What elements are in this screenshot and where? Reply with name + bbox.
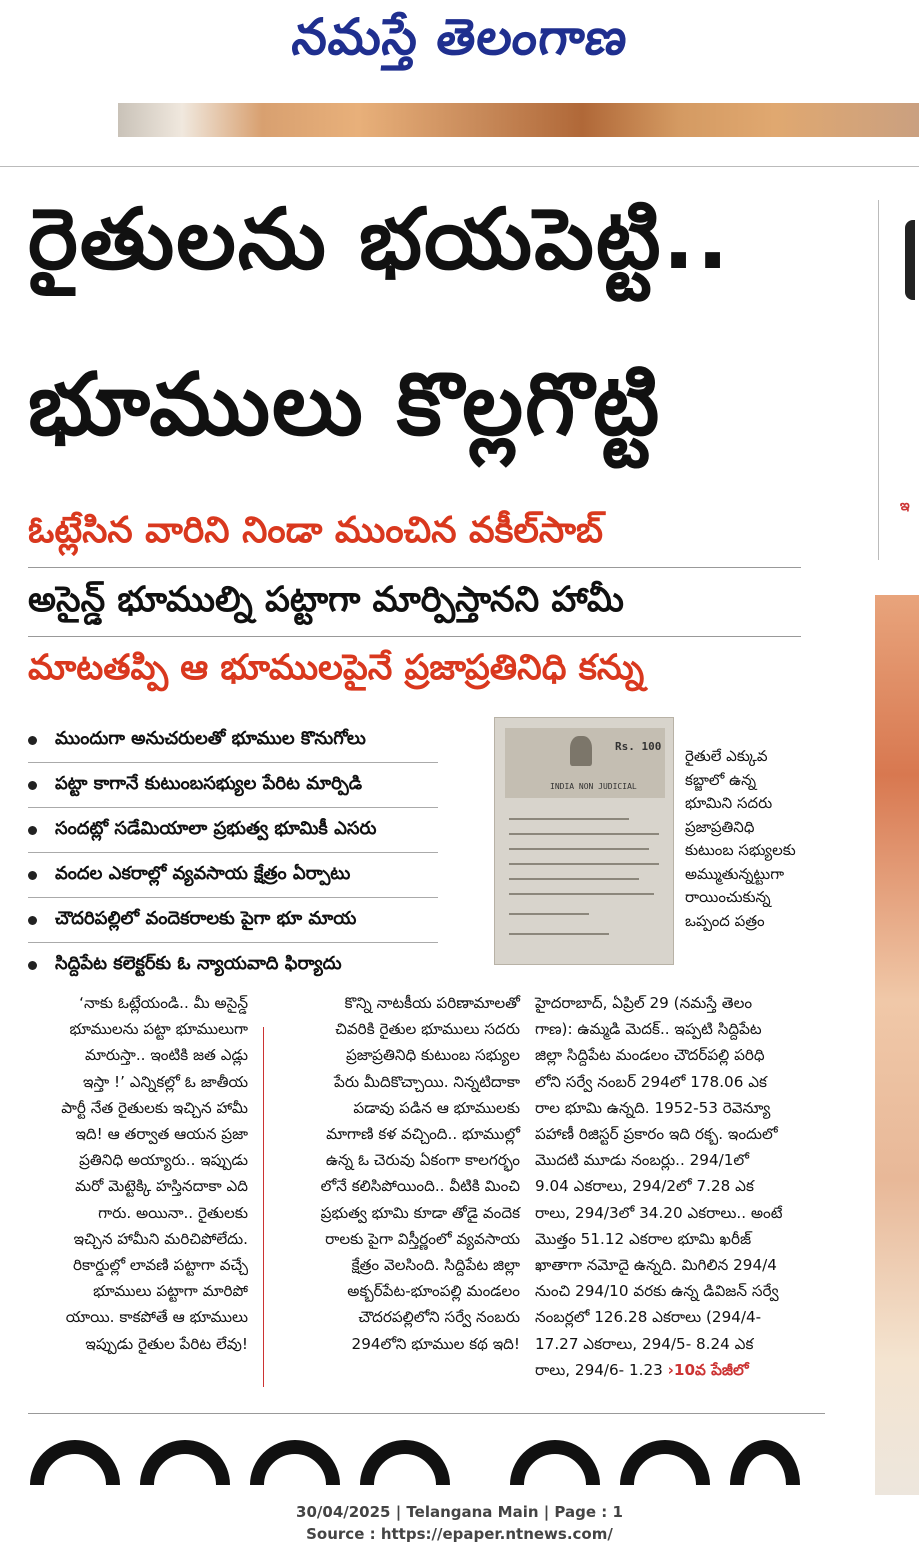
text-line: నంబర్లలో 126.28 ఎకరాలు (294/4-	[535, 1308, 762, 1327]
bullet-item: వందల ఎకరాల్లో వ్యవసాయ క్షేత్రం ఏర్పాటు	[28, 853, 438, 898]
bullet-icon	[28, 961, 37, 970]
stamp-value: Rs. 100	[615, 740, 662, 753]
document-line	[509, 848, 649, 850]
text-line: పహాణీ రిజిస్టర్ ప్రకారం ఇది రక్బ. ఇందులో	[535, 1125, 778, 1144]
document-line	[509, 913, 589, 915]
glyph-shape	[510, 1440, 600, 1485]
document-line	[509, 833, 659, 835]
text-line: చివరికి రైతుల భూములు సదరు	[335, 1020, 520, 1039]
text-line: గారు. అయినా.. రైతులకు	[98, 1203, 248, 1222]
caption-line: భూమిని సదరు	[685, 794, 773, 812]
text-line: పార్టీ నేత రైతులకు ఇచ్చిన హామీ	[61, 1098, 248, 1117]
text-line: 17.27 ఎకరాలు, 294/5- 8.24 ఎక	[535, 1334, 754, 1353]
text-line: పేరు మీదికొచ్చాయి. నిన్నటిదాకా	[334, 1072, 520, 1091]
pageref-label: 10వ పేజీలో	[673, 1360, 749, 1379]
column-divider	[263, 1027, 264, 1387]
text-line: రికార్డుల్లో లావణి పట్టాగా వచ్చే	[73, 1256, 248, 1275]
text-line: యాయి. కాకపోతే ఆ భూములు	[65, 1308, 248, 1327]
bullet-item: చౌదరిపల్లిలో వందెకరాలకు పైగా భూ మాయ	[28, 898, 438, 943]
column-divider	[878, 200, 879, 560]
glyph-shape	[620, 1440, 710, 1485]
footer-edition-info: 30/04/2025 | Telangana Main | Page : 1	[296, 1503, 623, 1521]
text-line: ఖాతాగా నమోదై ఉన్నది. మిగిలిన 294/4	[535, 1256, 777, 1275]
bullet-list	[28, 718, 438, 988]
caption-line: కుటుంబ సభ్యులకు	[685, 841, 796, 859]
text-line: జిల్లా సిద్దిపేట మండలం చౌదర్‌పల్లి పరిధి	[535, 1046, 765, 1065]
caption-line: రాయించుకున్న	[685, 888, 771, 906]
text-line: 294లోని భూముల కథ ఇది!	[351, 1334, 520, 1353]
bullet-item: సిద్దిపేట కలెక్టర్‌కు ఓ న్యాయవాది ఫిర్యాదు	[28, 943, 438, 988]
text-line: మొత్తం 51.12 ఎకరాల భూమి ఖరీజ్	[535, 1229, 752, 1248]
text-line: నుంచి 294/10 వరకు ఉన్న డివిజన్ సర్వే	[535, 1282, 779, 1301]
masthead-title: నమస్తే తెలంగాణ	[289, 8, 632, 66]
text-line: ఇస్తా !’ ఎన్నికల్లో ఓ జాతీయ	[83, 1072, 248, 1091]
masthead	[0, 0, 919, 100]
text-line: మారుస్తా.. ఇంటికి జత ఎడ్లు	[84, 1046, 248, 1065]
text-line: 9.04 ఎకరాలు, 294/2లో 7.28 ఎక	[535, 1177, 754, 1196]
glyph-shape	[730, 1440, 800, 1485]
glyph-shape	[30, 1440, 120, 1485]
text-line: గాణ): ఉమ్మడి మెదక్.. ఇప్పటి సిద్దిపేట	[535, 1020, 762, 1039]
adjacent-text-partial: ఇ	[900, 498, 910, 514]
document-line	[509, 863, 659, 865]
subhead-3: మాటతప్పి ఆ భూములపైనే ప్రజాప్రతినిధి కన్ను	[28, 648, 645, 688]
arrow-right-icon: ›	[667, 1360, 674, 1379]
bullet-icon	[28, 736, 37, 745]
text-line	[535, 1357, 825, 1383]
text-line: ఉన్న ఓ చెరువు ఏకంగా కాలగర్భం	[325, 1151, 520, 1170]
adjacent-headline-partial	[905, 220, 919, 300]
bullet-item: సందట్లో సడేమియాలా ప్రభుత్వ భూమికీ ఎసరు	[28, 808, 438, 853]
document-photo	[494, 717, 674, 965]
text-line: హైదరాబాద్, ఏప్రిల్ 29 (నమస్తే తెలం	[535, 994, 753, 1012]
bullet-item: ముందుగా అనుచరులతో భూముల కొనుగోలు	[28, 718, 438, 763]
text-line: భూములను పట్టా భూములుగా	[69, 1020, 248, 1039]
stamp-text: INDIA NON JUDICIAL	[550, 782, 637, 791]
divider	[28, 1413, 825, 1414]
glyph-shape	[250, 1440, 340, 1485]
document-line	[509, 878, 639, 880]
text-line: క్షేత్రం వెలసింది. సిద్దిపేట జిల్లా	[351, 1256, 520, 1275]
caption-line: ఒప్పంద పత్రం	[685, 911, 765, 930]
article-column-2	[280, 990, 520, 1357]
caption-line: రైతులే ఎక్కువ	[685, 747, 768, 765]
article-column-3	[535, 990, 825, 1383]
subhead-2: అసైన్డ్ భూముల్ని పట్టాగా మార్పిస్తానని హామీ	[28, 580, 624, 620]
divider	[0, 166, 919, 167]
headline-line-1: రైతులను భయపెట్టి..	[28, 190, 731, 288]
glyph-shape	[140, 1440, 230, 1485]
text-line: ప్రతినిధి అయ్యారు.. ఇప్పుడు	[79, 1151, 248, 1170]
bullet-icon	[28, 871, 37, 880]
document-line	[509, 933, 609, 935]
text-line: పడావు పడిన ఆ భూములకు	[353, 1098, 520, 1117]
text-line: లోనే కలిసిపోయింది.. వీటికి మించి	[320, 1177, 520, 1196]
text-line: అక్బర్‌పేట-భూంపల్లి మండలం	[347, 1282, 520, 1301]
document-line	[509, 818, 629, 820]
continued-page-link[interactable]	[668, 1361, 749, 1379]
text-line: రాల భూమి ఉన్నది. 1952-53 రెవెన్యూ	[535, 1098, 771, 1117]
text-line: మరో మెట్టెక్కి హస్తినదాకా ఎది	[75, 1177, 248, 1196]
text-fragment: రాలు, 294/6- 1.23	[535, 1360, 663, 1379]
text-line: లోని సర్వే నంబర్ 294లో 178.06 ఎక	[535, 1072, 767, 1091]
caption-line: అమ్ముతున్నట్టుగా	[685, 864, 785, 883]
text-line: మొదటి మూడు నంబర్లు.. 294/1లో	[535, 1151, 750, 1170]
photo-caption	[685, 745, 815, 933]
text-line: ‘నాకు ఓట్లేయండి.. మీ అసైన్డ్	[79, 994, 248, 1012]
bullet-icon	[28, 781, 37, 790]
text-line: ఇప్పుడు రైతుల పేరిట లేవు!	[85, 1334, 248, 1353]
text-line: ఇది! ఆ తర్వాత ఆయన ప్రజా	[75, 1125, 248, 1144]
footer-source: Source : https://epaper.ntnews.com/	[306, 1525, 613, 1543]
subhead-1: ఓట్లేసిన వారిని నిండా ముంచిన వకీల్‌సాబ్	[28, 510, 604, 551]
adjacent-photo	[875, 595, 919, 1495]
caption-line: కబ్జాలో ఉన్న	[685, 770, 757, 789]
text-line: ప్రభుత్వ భూమి కూడా తోడై వందెక	[320, 1203, 520, 1222]
divider	[28, 567, 801, 568]
divider	[28, 636, 801, 637]
caption-line: ప్రజాప్రతినిధి	[685, 817, 755, 836]
bullet-item: పట్టా కాగానే కుటుంబసభ్యుల పేరిట మార్పిడి	[28, 763, 438, 808]
text-line: రాలకు పైగా విస్తీర్ణంలో వ్యవసాయ	[325, 1229, 520, 1248]
headline-line-2: భూములు కొల్లగొట్టి	[28, 355, 662, 455]
text-line: మాగాణి కళ వచ్చింది.. భూముల్లో	[326, 1125, 520, 1144]
bullet-icon	[28, 916, 37, 925]
banner-image	[118, 103, 919, 137]
text-line: రాలు, 294/3లో 34.20 ఎకరాలు.. అంటే	[535, 1203, 783, 1222]
text-line: భూములు పట్టాగా మారిపో	[93, 1282, 248, 1301]
document-line	[509, 893, 654, 895]
article-column-1	[28, 990, 248, 1357]
next-headline-partial	[30, 1440, 830, 1485]
emblem-icon	[570, 736, 592, 766]
text-line: కొన్ని నాటకీయ పరిణామాలతో	[344, 994, 520, 1012]
glyph-shape	[360, 1440, 450, 1485]
text-line: ఇచ్చిన హామీని మరిచిపోలేదు.	[73, 1229, 248, 1248]
text-line: ప్రజాప్రతినిధి కుటుంబ సభ్యుల	[345, 1046, 520, 1065]
bullet-icon	[28, 826, 37, 835]
text-line: చౌదరపల్లిలోని సర్వే నంబరు	[358, 1308, 520, 1327]
